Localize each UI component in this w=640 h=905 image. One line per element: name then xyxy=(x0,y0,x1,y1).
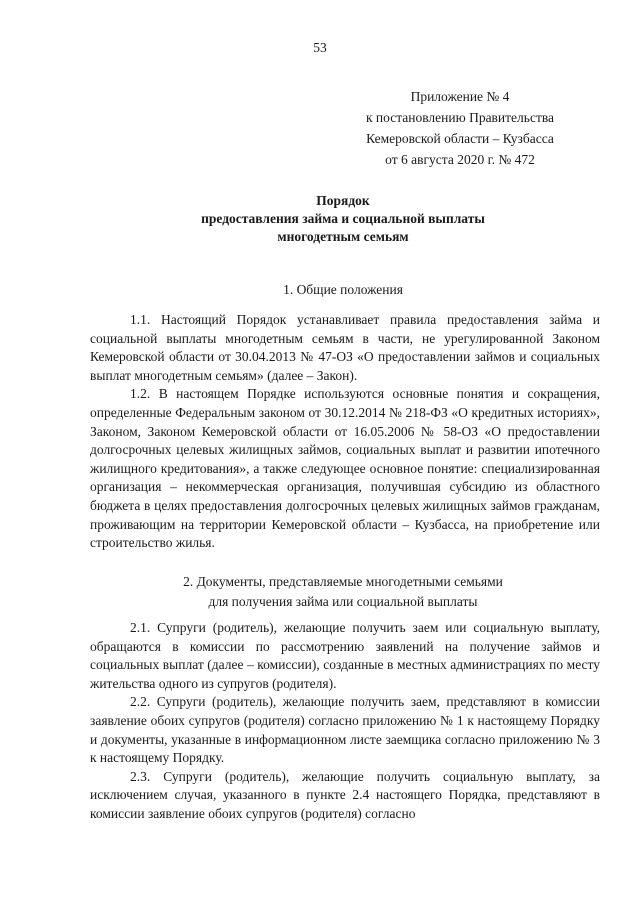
section-heading-text: для получения займа или социальной выплаты xyxy=(208,594,478,609)
paragraph-2-1: 2.1. Супруги (родитель), желающие получить заем или социальную выплату, обращаются в комиссии по рассмотрению заявлений на получение займов и социальных выплат (далее – комиссии), созданные в местных администрациях по месту жительства одного из супругов (родителя). xyxy=(90,620,600,691)
page-number: 53 xyxy=(313,40,327,55)
paragraph-1-2: 1.2. В настоящем Порядке используются основные понятия и сокращения, определенные Федеральным законом от 30.12.2014 № 218-ФЗ «О кредитных историях», Законом, Законом Кемеровской области от 16.05.2006 № 58-ОЗ «О предоставлении долгосрочных целевых жилищных займов, социальных выплат и развитии ипотечного жилищного кредитования», а также следующее основное понятие: специализированная организация – некоммерческая организация, получившая субсидию из областного бюджета в целях предоставления долгосрочных целевых жилищных займов гражданам, проживающим на территории Кемеровской области – Кузбасса, на приобретение или строительство жилья. xyxy=(90,386,600,551)
section-1-body xyxy=(90,311,600,553)
section-2-heading xyxy=(0,572,640,612)
appendix-line: к постановлению Правительства xyxy=(365,110,555,125)
appendix-header xyxy=(340,86,580,170)
section-heading-text: 2. Документы, представляемые многодетными семьями xyxy=(183,574,503,589)
paragraph-1-1: 1.1. Настоящий Порядок устанавливает правила предоставления займа и социальной выплаты многодетным семьям в части, не урегулированной Законом Кемеровской области от 30.04.2013 № 47-ОЗ «О предоставлении займов и социальных выплат многодетным семьям» (далее – Закон). xyxy=(90,312,600,383)
section-1-heading xyxy=(0,280,640,300)
document-title xyxy=(0,192,640,246)
section-2-body xyxy=(90,619,600,824)
title-line: многодетным семьям xyxy=(277,229,409,244)
section-heading-text: 1. Общие положения xyxy=(283,282,403,297)
paragraph-2-3: 2.3. Супруги (родитель), желающие получить социальную выплату, за исключением случая, указанного в пункте 2.4 настоящего Порядка, представляют в комиссии заявление обоих супругов (родителя) согласно xyxy=(90,768,600,821)
appendix-line: от 6 августа 2020 г. № 472 xyxy=(385,152,535,167)
title-line: Порядок xyxy=(316,193,370,208)
appendix-line: Кемеровской области – Кузбасса xyxy=(366,131,554,146)
appendix-line: Приложение № 4 xyxy=(410,89,510,104)
paragraph-2-2: 2.2. Супруги (родитель), желающие получить заем, представляют в комиссии заявление обоих супругов (родителя) согласно приложению № 1 к настоящему Порядку и документы, указанные в информационном листе заемщика согласно приложению № 3 к настоящему Порядку. xyxy=(90,694,600,766)
title-line: предоставления займа и социальной выплаты xyxy=(201,211,485,226)
